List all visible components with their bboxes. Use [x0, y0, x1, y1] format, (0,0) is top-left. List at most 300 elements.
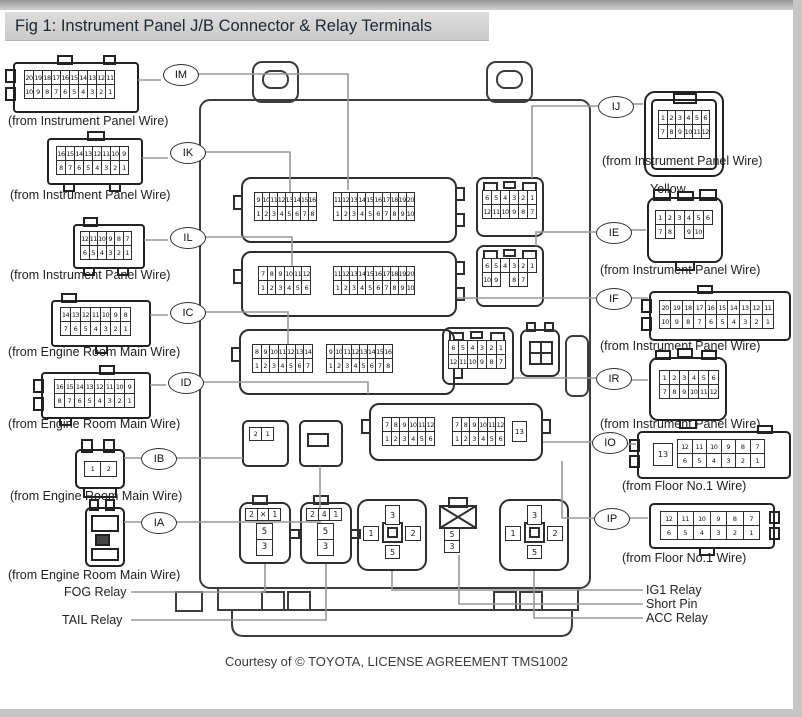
pin-cell: 8	[669, 384, 680, 399]
pin-cell: 6	[703, 210, 714, 225]
pin-cell: 11	[269, 192, 278, 207]
pin-cell: 6	[448, 340, 459, 355]
pin-cell: 14	[78, 70, 88, 85]
pin-cell: 2	[114, 393, 125, 408]
pin-cell: 2	[665, 210, 676, 225]
pin-cell: 15	[365, 266, 374, 281]
connector-IP-pinout	[660, 511, 760, 540]
pin-row	[658, 124, 710, 139]
pin-cell: 3	[675, 110, 685, 125]
pin-cell: 12	[425, 417, 435, 432]
connector-IM-pinout	[24, 70, 115, 99]
pin-cell: 5	[491, 258, 501, 273]
connector-IL-pinout	[80, 231, 132, 260]
acc-relay-pin-bottom: 5	[527, 545, 542, 559]
pin-cell: 1	[120, 321, 131, 336]
relay-label-tail: TAIL Relay	[62, 613, 123, 627]
pin-cell: 7	[452, 417, 462, 432]
pin-cell: 9	[509, 204, 519, 219]
pin-cell: 8	[682, 314, 694, 329]
pin-cell: 4	[284, 280, 294, 295]
jb-IE-mirror-pinout	[482, 258, 537, 287]
pin-cell: 6	[70, 321, 81, 336]
pin-cell: 12	[80, 231, 90, 246]
pin-cell: ✕	[257, 508, 270, 521]
pin-cell: 9	[491, 272, 501, 287]
pin-cell: 10	[406, 206, 415, 221]
pin-cell: 6	[677, 453, 693, 468]
pin-cell: 12	[448, 354, 459, 369]
pin-cell: 5	[89, 245, 99, 260]
pin-cell: 7	[518, 272, 528, 287]
pin-cell: 12	[708, 384, 719, 399]
pin-cell: 2	[341, 280, 350, 295]
pin-cell: 2	[518, 190, 528, 205]
pin-cell: 7	[655, 224, 666, 239]
relay-label-ig1: IG1 Relay	[646, 583, 702, 597]
pin-row	[482, 258, 537, 273]
pin-cell: 5	[84, 393, 95, 408]
pin-cell: 20	[406, 266, 415, 281]
pin-row	[659, 300, 774, 315]
pin-cell: 3	[477, 340, 488, 355]
pin-cell: 3	[269, 358, 279, 373]
pin-cell: 3	[100, 321, 111, 336]
connector-label-IB: IB	[141, 448, 177, 470]
pin-cell: 11	[278, 344, 288, 359]
pin-cell: 11	[101, 146, 111, 161]
pin-cell: 14	[303, 344, 313, 359]
pin-cell: 2	[262, 206, 271, 221]
pin-cell: 6	[295, 358, 305, 373]
pin-cell: 12	[677, 439, 693, 454]
pin-cell: 14	[60, 307, 71, 322]
pin-cell: 15	[716, 300, 728, 315]
short-pin-stack-pins	[444, 528, 460, 553]
pin-cell: 8	[54, 393, 65, 408]
pin-cell: 16	[373, 266, 382, 281]
pin-cell: 3	[710, 525, 728, 540]
pin-cell: 1	[333, 206, 342, 221]
pin-cell: 4	[278, 358, 288, 373]
pin-cell: 17	[51, 70, 61, 85]
pin-row	[252, 344, 313, 359]
pin-cell: 16	[60, 70, 70, 85]
pin-cell: 8	[383, 358, 392, 373]
fog-relay-stack-pins	[256, 523, 273, 556]
pin-cell: 1	[84, 461, 101, 477]
pin-cell: 2	[486, 340, 497, 355]
pin-cell: 7	[123, 231, 133, 246]
pin-cell: 11	[89, 231, 99, 246]
pin-cell: 8	[667, 124, 677, 139]
pin-row	[659, 370, 719, 385]
pin-cell: 10	[114, 379, 125, 394]
pin-cell: 9	[399, 417, 409, 432]
connector-IC-pinout	[60, 307, 131, 336]
pin-cell: 12	[286, 344, 296, 359]
pin-cell: 16	[383, 344, 392, 359]
pin-cell: 6	[373, 206, 382, 221]
pin-cell: 13	[349, 266, 358, 281]
jb-row4-right-pinout	[452, 417, 505, 446]
pin-cell: 4	[97, 245, 107, 260]
relay-label-short-pin: Short Pin	[646, 597, 698, 611]
pin-cell: 2	[750, 314, 762, 329]
pin-cell: 7	[659, 384, 670, 399]
pin-cell: 7	[382, 417, 392, 432]
pin-cell: 3	[87, 84, 97, 99]
pin-cell: 8	[391, 417, 401, 432]
pin-row	[254, 192, 317, 207]
pin-cell: 11	[491, 204, 501, 219]
pin-cell: 19	[398, 266, 407, 281]
connector-label-IA: IA	[141, 512, 177, 534]
acc-relay-pin-right: 2	[547, 526, 563, 541]
pin-cell: 3	[342, 358, 351, 373]
caption-IJ: (from Instrument Panel Wire)	[602, 154, 763, 168]
pin-cell: 14	[357, 192, 366, 207]
tail-relay-stack-pins	[317, 523, 334, 556]
pin-cell: 5	[458, 340, 469, 355]
pin-cell: 1	[658, 110, 668, 125]
pin-cell: 5	[365, 280, 374, 295]
pin-row	[56, 160, 129, 175]
pin-cell: 3	[101, 160, 111, 175]
pin-cell: 3	[399, 431, 409, 446]
relay-label-acc: ACC Relay	[646, 611, 708, 625]
ig1-relay-pin-left: 1	[363, 526, 379, 541]
pin-cell: 4	[94, 393, 105, 408]
pin-row	[655, 210, 713, 225]
pin-cell: 3	[674, 210, 685, 225]
pin-row	[326, 344, 393, 359]
pin-cell: 13	[87, 70, 97, 85]
pin-cell: 2	[391, 431, 401, 446]
pin-cell: 5	[693, 210, 704, 225]
pin-cell: 12	[750, 300, 762, 315]
connector-IO-pinout	[677, 439, 765, 468]
pin-cell: 8	[308, 206, 317, 221]
pin-row	[80, 245, 132, 260]
pin-cell: 10	[467, 354, 478, 369]
pin-cell: 10	[262, 192, 271, 207]
pin-cell: 13	[349, 192, 358, 207]
pin-row	[452, 417, 505, 432]
pin-cell: 18	[390, 192, 399, 207]
pin-cell: 3	[739, 314, 751, 329]
pin-cell: 5	[83, 160, 93, 175]
pin-cell: 7	[382, 280, 391, 295]
pin-cell: 10	[110, 146, 120, 161]
pin-cell: 8	[726, 511, 744, 526]
connector-IK-pinout	[56, 146, 129, 175]
connector-label-IL: IL	[170, 227, 206, 249]
pin-cell: 9	[326, 344, 335, 359]
pin-cell: 11	[293, 266, 303, 281]
pin-cell: 7	[527, 204, 537, 219]
pin-cell: 3	[256, 539, 273, 556]
pin-cell: 10	[408, 417, 418, 432]
pin-cell: 5	[692, 110, 702, 125]
jb-IJ-mirror-pinout	[482, 190, 537, 219]
pin-cell: 18	[682, 300, 694, 315]
pin-row	[56, 146, 129, 161]
pin-cell: 7	[51, 84, 61, 99]
pin-cell: 8	[509, 272, 519, 287]
pin-cell: 17	[382, 266, 391, 281]
pin-cell: 6	[701, 110, 711, 125]
pin-row	[658, 110, 710, 125]
pin-cell: 4	[500, 190, 510, 205]
pin-cell: 16	[56, 146, 66, 161]
pin-cell: 11	[692, 439, 708, 454]
pin-cell: 1	[333, 280, 342, 295]
window-frame-top	[0, 0, 802, 10]
pin-cell: 1	[762, 314, 774, 329]
pin-row	[448, 354, 506, 369]
pin-cell: 5	[80, 321, 91, 336]
connector-IE-pinout	[655, 210, 713, 239]
pin-cell: 17	[693, 300, 705, 315]
pin-cell: 4	[351, 358, 360, 373]
pin-cell: 10	[659, 314, 671, 329]
pin-cell: 15	[365, 192, 374, 207]
pin-cell: 4	[318, 508, 331, 521]
pin-cell: 14	[74, 146, 84, 161]
pin-row	[254, 206, 317, 221]
pin-cell: 7	[743, 511, 761, 526]
pin-cell: 6	[60, 84, 70, 99]
caption-IL: (from Instrument Panel Wire)	[10, 268, 171, 282]
acc-relay-pin-top: 3	[527, 505, 542, 525]
pin-cell: 10	[24, 84, 34, 99]
pin-cell: 5	[69, 84, 79, 99]
pin-cell: 11	[692, 124, 702, 139]
connector-IF-pinout	[659, 300, 774, 329]
window-frame-right	[793, 0, 802, 717]
pin-cell: 13	[285, 192, 294, 207]
pin-cell: 6	[74, 160, 84, 175]
caption-yellow: Yellow	[650, 182, 686, 196]
pin-cell: 10	[406, 280, 415, 295]
pin-cell: 2	[669, 370, 680, 385]
pin-cell: 5	[293, 280, 303, 295]
pin-cell: 12	[80, 307, 91, 322]
pin-cell: 5	[256, 523, 273, 540]
pin-cell: 3	[509, 190, 519, 205]
pin-cell: 6	[495, 431, 505, 446]
pin-cell: 1	[258, 280, 268, 295]
pin-cell: 1	[326, 358, 335, 373]
pin-cell: 3	[269, 206, 278, 221]
pin-cell: 9	[477, 354, 488, 369]
pin-cell: 7	[303, 358, 313, 373]
pin-row	[452, 431, 505, 446]
pin-cell: 19	[33, 70, 43, 85]
pin-cell: 1	[527, 258, 537, 273]
caption-IC: (from Engine Room Main Wire)	[8, 345, 181, 359]
pin-cell: 9	[398, 280, 407, 295]
pin-cell: 6	[74, 393, 85, 408]
pin-cell: 11	[417, 417, 427, 432]
pin-cell: 16	[54, 379, 65, 394]
pin-cell: 13	[70, 307, 81, 322]
pin-cell: 9	[670, 314, 682, 329]
pin-cell: 7	[750, 439, 766, 454]
pin-cell: 10	[706, 439, 722, 454]
pin-cell: 17	[382, 192, 391, 207]
caption-IM: (from Instrument Panel Wire)	[8, 114, 169, 128]
jb-row1-left-pinout	[254, 192, 317, 221]
pin-cell: 2	[114, 245, 124, 260]
pin-row	[482, 190, 537, 205]
caption-IF: (from Instrument Panel Wire)	[600, 339, 761, 353]
pin-cell: 1	[123, 245, 133, 260]
pin-cell: 8	[114, 231, 124, 246]
pin-cell: 1	[496, 340, 507, 355]
connector-label-IK: IK	[170, 142, 206, 164]
pin-cell: 20	[659, 300, 671, 315]
pin-cell: 1	[252, 358, 262, 373]
jb-row4-left-pinout	[382, 417, 435, 446]
pin-cell: 12	[701, 124, 711, 139]
pin-cell: 18	[42, 70, 52, 85]
pin-cell: 9	[124, 379, 135, 394]
pin-cell: 8	[267, 266, 277, 281]
pin-row	[333, 192, 415, 207]
pin-cell: 2	[110, 321, 121, 336]
pin-cell: 1	[659, 370, 670, 385]
pin-row	[448, 340, 506, 355]
pin-cell: 11	[487, 417, 497, 432]
pin-cell: 1	[750, 453, 766, 468]
pin-cell: 3	[721, 453, 737, 468]
pin-cell: 8	[390, 206, 399, 221]
connector-label-IJ: IJ	[598, 96, 634, 118]
pin-cell: 16	[705, 300, 717, 315]
pin-cell: 2	[267, 280, 277, 295]
pin-cell: 12	[660, 511, 678, 526]
pin-cell: 19	[670, 300, 682, 315]
connector-IJ-pinout	[658, 110, 710, 139]
pin-cell: 6	[373, 280, 382, 295]
pin-cell: 5	[716, 314, 728, 329]
pin-cell: 6	[708, 370, 719, 385]
pin-cell: 1	[382, 431, 392, 446]
pin-cell: 5	[359, 358, 368, 373]
pin-cell: 1	[105, 84, 115, 99]
pin-cell: 10	[482, 272, 492, 287]
pin-cell: 12	[351, 344, 360, 359]
pin-cell: 10	[478, 417, 488, 432]
pin-row	[482, 204, 537, 219]
fog-relay-top-pins	[245, 508, 281, 521]
pin-row	[677, 439, 765, 454]
jb-row1-right-pinout	[333, 192, 415, 221]
pin-cell: 3	[275, 280, 285, 295]
pin-row	[482, 272, 537, 287]
connector-IB-pinout	[84, 461, 117, 477]
pin-cell: 10	[334, 344, 343, 359]
pin-cell: 15	[64, 379, 75, 394]
pin-cell: 7	[64, 393, 75, 408]
pin-cell: 8	[120, 307, 131, 322]
pin-cell: 10	[284, 266, 294, 281]
pin-cell: 11	[698, 384, 709, 399]
pin-cell: 3	[444, 540, 460, 553]
pin-cell: 3	[679, 370, 690, 385]
pin-cell: 4	[357, 280, 366, 295]
pin-cell: 4	[727, 314, 739, 329]
pin-cell: 5	[698, 370, 709, 385]
pin-cell: 5	[444, 528, 460, 541]
pin-cell: 5	[286, 358, 296, 373]
caption-ID: (from Engine Room Main Wire)	[8, 417, 181, 431]
pin-row	[382, 431, 435, 446]
pin-cell: 5	[285, 206, 294, 221]
caption-IP: (from Floor No.1 Wire)	[622, 551, 747, 565]
pin-cell: 1	[119, 160, 129, 175]
pin-cell: 9	[110, 307, 121, 322]
pin-cell: 6	[301, 280, 311, 295]
pin-cell: 4	[357, 206, 366, 221]
connector-label-IP: IP	[594, 508, 630, 530]
pin-cell: 12	[277, 192, 286, 207]
pin-cell: 6	[425, 431, 435, 446]
pin-cell: 11	[762, 300, 774, 315]
pin-cell: 9	[33, 84, 43, 99]
jb-row3-left-pinout	[252, 344, 313, 373]
pin-cell: 9	[684, 224, 695, 239]
pin-cell: 16	[308, 192, 317, 207]
pin-cell: 14	[292, 192, 301, 207]
pin-cell: 9	[675, 124, 685, 139]
pin-cell: 4	[684, 110, 694, 125]
pin-row	[258, 280, 311, 295]
pin-cell: 2	[461, 431, 471, 446]
pin-cell: 4	[500, 258, 510, 273]
connector-label-IR: IR	[596, 368, 632, 390]
pin-cell: 7	[300, 206, 309, 221]
pin-cell: 1	[655, 210, 666, 225]
pin-cell: 5	[491, 190, 501, 205]
pin-cell: 9	[275, 266, 285, 281]
pin-cell: 8	[665, 224, 676, 239]
pin-cell: 20	[24, 70, 34, 85]
pin-cell: 2	[96, 84, 106, 99]
pin-cell: 13	[84, 379, 95, 394]
pin-cell: 8	[518, 204, 528, 219]
pin-row	[249, 427, 274, 441]
pin-cell: 3	[469, 431, 479, 446]
pin-cell: 11	[677, 511, 695, 526]
pin-cell: 2	[249, 427, 262, 441]
pin-cell: 15	[65, 146, 75, 161]
pin-cell: 5	[487, 431, 497, 446]
pin-row	[333, 206, 415, 221]
pin-cell: 7	[60, 321, 71, 336]
pin-cell: 2	[341, 206, 350, 221]
pin-cell: 8	[486, 354, 497, 369]
pin-row	[333, 280, 415, 295]
pin-cell: 10	[684, 124, 694, 139]
pin-cell: 14	[357, 266, 366, 281]
connector-label-ID: ID	[168, 372, 204, 394]
jb-row4-pin13-cell: 13	[512, 421, 527, 442]
pin-cell: 1	[261, 427, 274, 441]
pin-cell: 10	[269, 344, 279, 359]
